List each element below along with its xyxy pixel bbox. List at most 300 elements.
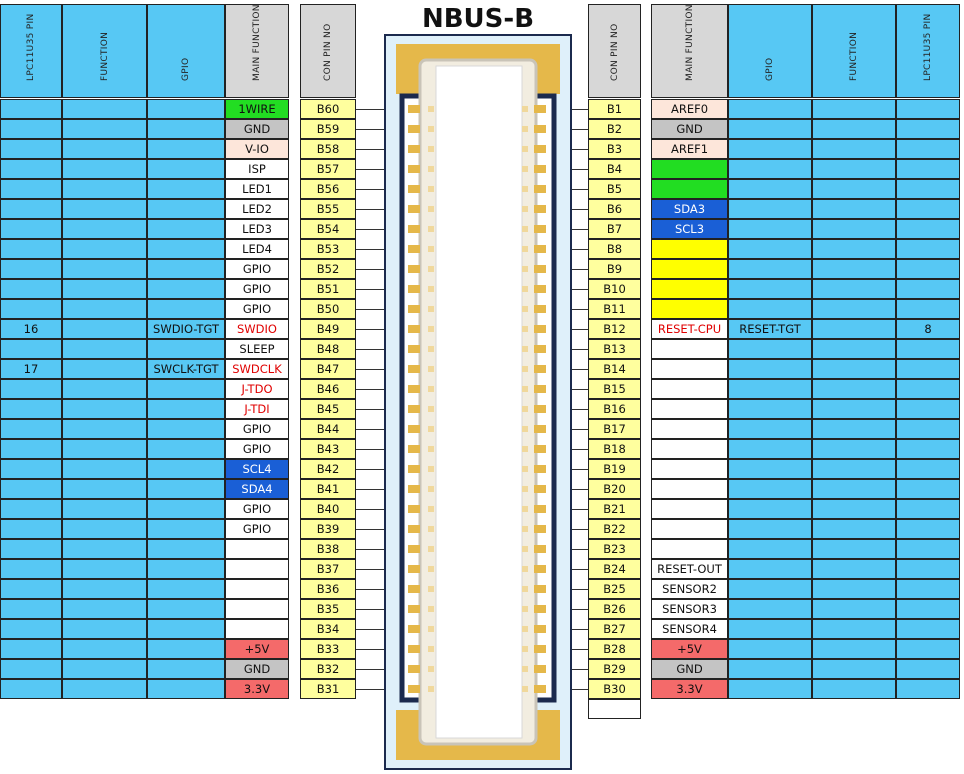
- contact-finger-right: [522, 466, 528, 472]
- left-lpc-cell: [0, 639, 62, 659]
- left-main-function: GPIO: [225, 519, 289, 539]
- left-main-function: J-TDI: [225, 399, 289, 419]
- contact-finger-right: [522, 106, 528, 112]
- right-lpc-cell: [896, 179, 960, 199]
- right-lpc-cell: [896, 119, 960, 139]
- right-main-function: [651, 459, 728, 479]
- left-lpc-cell: [0, 539, 62, 559]
- contact-pad-left: [408, 665, 420, 673]
- right-lpc-cell: [896, 159, 960, 179]
- contact-pad-right: [534, 105, 546, 113]
- left-header-label: GPIO: [181, 57, 191, 81]
- left-header-main: [225, 4, 289, 98]
- left-header-pin: [300, 4, 356, 98]
- right-main-function: [651, 379, 728, 399]
- left-header-gpio: [147, 4, 225, 98]
- left-pin-number: B59: [300, 119, 356, 139]
- left-gpio-cell: [147, 679, 225, 699]
- connector-title: NBUS-B: [421, 4, 535, 34]
- right-gpio-cell: [728, 679, 812, 699]
- right-main-function: [651, 479, 728, 499]
- right-lpc-cell: [896, 399, 960, 419]
- left-main-function: GPIO: [225, 499, 289, 519]
- right-func-cell: [812, 399, 896, 419]
- right-func-cell: [812, 159, 896, 179]
- right-func-cell: [812, 439, 896, 459]
- contact-finger-left: [428, 446, 434, 452]
- contact-finger-left: [428, 406, 434, 412]
- right-func-cell: [812, 299, 896, 319]
- right-lpc-cell: [896, 299, 960, 319]
- left-pin-number: B54: [300, 219, 356, 239]
- left-func-cell: [62, 339, 147, 359]
- left-lpc-cell: [0, 679, 62, 699]
- left-lpc-cell: [0, 199, 62, 219]
- contact-finger-right: [522, 246, 528, 252]
- right-pin-number: B21: [588, 499, 641, 519]
- right-func-cell: [812, 319, 896, 339]
- contact-pad-right: [534, 145, 546, 153]
- contact-finger-right: [522, 686, 528, 692]
- right-main-function: GND: [651, 659, 728, 679]
- right-lpc-cell: 8: [896, 319, 960, 339]
- right-func-cell: [812, 519, 896, 539]
- left-main-function: LED2: [225, 199, 289, 219]
- right-header-func: [812, 4, 896, 98]
- contact-pad-left: [408, 685, 420, 693]
- left-main-function: +5V: [225, 639, 289, 659]
- right-gpio-cell: [728, 459, 812, 479]
- right-gpio-cell: [728, 119, 812, 139]
- right-main-function: [651, 499, 728, 519]
- right-main-function: SENSOR4: [651, 619, 728, 639]
- right-lpc-cell: [896, 579, 960, 599]
- contact-pad-right: [534, 605, 546, 613]
- right-main-function: AREF0: [651, 99, 728, 119]
- left-main-function: GND: [225, 659, 289, 679]
- contact-pad-right: [534, 425, 546, 433]
- right-pin-number: B26: [588, 599, 641, 619]
- right-func-cell: [812, 579, 896, 599]
- contact-finger-left: [428, 166, 434, 172]
- right-func-cell: [812, 679, 896, 699]
- left-func-cell: [62, 639, 147, 659]
- contact-pad-left: [408, 345, 420, 353]
- contact-finger-left: [428, 546, 434, 552]
- left-gpio-cell: [147, 199, 225, 219]
- contact-finger-right: [522, 266, 528, 272]
- left-func-cell: [62, 259, 147, 279]
- left-gpio-cell: [147, 519, 225, 539]
- left-lpc-cell: [0, 279, 62, 299]
- right-pin-extra-cell: [588, 699, 641, 719]
- contact-finger-right: [522, 626, 528, 632]
- contact-pad-right: [534, 305, 546, 313]
- left-func-cell: [62, 179, 147, 199]
- left-pin-number: B38: [300, 539, 356, 559]
- contact-finger-left: [428, 646, 434, 652]
- right-gpio-cell: [728, 519, 812, 539]
- left-pin-number: B51: [300, 279, 356, 299]
- contact-pad-right: [534, 225, 546, 233]
- contact-pad-left: [408, 405, 420, 413]
- right-pin-number: B30: [588, 679, 641, 699]
- left-pin-number: B55: [300, 199, 356, 219]
- left-lpc-cell: [0, 119, 62, 139]
- right-pin-number: B23: [588, 539, 641, 559]
- left-lpc-cell: [0, 139, 62, 159]
- right-pin-number: B5: [588, 179, 641, 199]
- contact-finger-right: [522, 586, 528, 592]
- right-main-function: [651, 419, 728, 439]
- left-main-function: 3.3V: [225, 679, 289, 699]
- left-pin-number: B46: [300, 379, 356, 399]
- right-lpc-cell: [896, 479, 960, 499]
- right-func-cell: [812, 119, 896, 139]
- left-pin-number: B34: [300, 619, 356, 639]
- left-gpio-cell: [147, 99, 225, 119]
- contact-finger-left: [428, 366, 434, 372]
- contact-pad-left: [408, 485, 420, 493]
- right-pin-number: B14: [588, 359, 641, 379]
- left-gpio-cell: [147, 619, 225, 639]
- left-pin-number: B44: [300, 419, 356, 439]
- left-pin-number: B48: [300, 339, 356, 359]
- left-lpc-cell: [0, 259, 62, 279]
- left-main-function: LED4: [225, 239, 289, 259]
- right-header-label: CON PIN NO: [609, 23, 620, 81]
- right-gpio-cell: [728, 399, 812, 419]
- contact-pad-left: [408, 585, 420, 593]
- left-func-cell: [62, 199, 147, 219]
- contact-finger-left: [428, 626, 434, 632]
- contact-finger-right: [522, 326, 528, 332]
- right-func-cell: [812, 279, 896, 299]
- right-gpio-cell: [728, 99, 812, 119]
- left-lpc-cell: [0, 599, 62, 619]
- right-func-cell: [812, 539, 896, 559]
- contact-pad-left: [408, 525, 420, 533]
- contact-pad-right: [534, 465, 546, 473]
- right-main-function: SCL3: [651, 219, 728, 239]
- right-pin-number: B15: [588, 379, 641, 399]
- contact-finger-left: [428, 226, 434, 232]
- left-lpc-cell: [0, 219, 62, 239]
- contact-pad-right: [534, 525, 546, 533]
- right-lpc-cell: [896, 679, 960, 699]
- contact-pad-right: [534, 585, 546, 593]
- left-pin-number: B50: [300, 299, 356, 319]
- right-gpio-cell: [728, 239, 812, 259]
- contact-pad-left: [408, 285, 420, 293]
- right-header-lpc: [896, 4, 960, 98]
- right-main-function: [651, 239, 728, 259]
- right-gpio-cell: [728, 339, 812, 359]
- left-lpc-cell: [0, 499, 62, 519]
- right-header-main: [651, 4, 728, 98]
- right-main-function: [651, 299, 728, 319]
- left-pin-number: B49: [300, 319, 356, 339]
- left-header-label: CON PIN NO: [323, 23, 333, 81]
- left-func-cell: [62, 539, 147, 559]
- left-func-cell: [62, 659, 147, 679]
- left-header-func: [62, 4, 147, 98]
- contact-finger-left: [428, 126, 434, 132]
- left-main-function: [225, 599, 289, 619]
- left-func-cell: [62, 139, 147, 159]
- left-gpio-cell: [147, 479, 225, 499]
- left-gpio-cell: [147, 299, 225, 319]
- contact-finger-left: [428, 346, 434, 352]
- left-main-function: GPIO: [225, 279, 289, 299]
- right-lpc-cell: [896, 339, 960, 359]
- right-pin-number: B2: [588, 119, 641, 139]
- right-main-function: [651, 159, 728, 179]
- connector-slot: [436, 66, 522, 738]
- left-lpc-cell: [0, 339, 62, 359]
- right-lpc-cell: [896, 559, 960, 579]
- right-main-function: [651, 259, 728, 279]
- right-main-function: [651, 439, 728, 459]
- left-lpc-cell: 17: [0, 359, 62, 379]
- right-lpc-cell: [896, 239, 960, 259]
- left-pin-number: B58: [300, 139, 356, 159]
- contact-pad-left: [408, 245, 420, 253]
- right-func-cell: [812, 179, 896, 199]
- left-main-function: 1WIRE: [225, 99, 289, 119]
- contact-pad-right: [534, 545, 546, 553]
- left-func-cell: [62, 599, 147, 619]
- left-main-function: SWDCLK: [225, 359, 289, 379]
- left-gpio-cell: [147, 659, 225, 679]
- right-lpc-cell: [896, 279, 960, 299]
- right-gpio-cell: [728, 559, 812, 579]
- right-lpc-cell: [896, 359, 960, 379]
- left-gpio-cell: [147, 219, 225, 239]
- left-gpio-cell: [147, 459, 225, 479]
- left-gpio-cell: [147, 119, 225, 139]
- contact-finger-left: [428, 106, 434, 112]
- right-header-label: LPC11U35 PIN: [923, 13, 933, 81]
- right-lpc-cell: [896, 259, 960, 279]
- right-header-label: FUNCTION: [849, 31, 859, 81]
- right-main-function: SENSOR3: [651, 599, 728, 619]
- right-gpio-cell: [728, 359, 812, 379]
- contact-pad-right: [534, 645, 546, 653]
- right-gpio-cell: [728, 259, 812, 279]
- left-main-function: ISP: [225, 159, 289, 179]
- contact-finger-left: [428, 566, 434, 572]
- right-func-cell: [812, 259, 896, 279]
- left-pin-number: B40: [300, 499, 356, 519]
- contact-pad-right: [534, 265, 546, 273]
- right-pin-number: B22: [588, 519, 641, 539]
- left-gpio-cell: [147, 179, 225, 199]
- right-pin-number: B10: [588, 279, 641, 299]
- right-pin-number: B17: [588, 419, 641, 439]
- right-func-cell: [812, 359, 896, 379]
- right-func-cell: [812, 199, 896, 219]
- contact-pad-right: [534, 285, 546, 293]
- contact-finger-right: [522, 366, 528, 372]
- right-pin-number: B6: [588, 199, 641, 219]
- left-func-cell: [62, 219, 147, 239]
- right-main-function: RESET-OUT: [651, 559, 728, 579]
- contact-pad-left: [408, 325, 420, 333]
- right-pin-number: B12: [588, 319, 641, 339]
- contact-pad-left: [408, 225, 420, 233]
- left-main-function: SLEEP: [225, 339, 289, 359]
- right-pin-number: B19: [588, 459, 641, 479]
- contact-finger-right: [522, 646, 528, 652]
- contact-pad-right: [534, 385, 546, 393]
- right-func-cell: [812, 479, 896, 499]
- contact-pad-right: [534, 485, 546, 493]
- contact-pad-left: [408, 565, 420, 573]
- left-gpio-cell: SWDIO-TGT: [147, 319, 225, 339]
- right-func-cell: [812, 239, 896, 259]
- left-main-function: SDA4: [225, 479, 289, 499]
- right-gpio-cell: [728, 659, 812, 679]
- right-func-cell: [812, 139, 896, 159]
- left-main-function: GND: [225, 119, 289, 139]
- right-gpio-cell: [728, 299, 812, 319]
- left-main-function: LED3: [225, 219, 289, 239]
- left-pin-number: B35: [300, 599, 356, 619]
- contact-pad-right: [534, 445, 546, 453]
- left-lpc-cell: [0, 379, 62, 399]
- right-main-function: [651, 339, 728, 359]
- left-pin-number: B41: [300, 479, 356, 499]
- left-lpc-cell: [0, 479, 62, 499]
- contact-pad-right: [534, 345, 546, 353]
- left-func-cell: [62, 519, 147, 539]
- contact-finger-left: [428, 426, 434, 432]
- left-pin-number: B37: [300, 559, 356, 579]
- contact-pad-left: [408, 265, 420, 273]
- contact-finger-right: [522, 506, 528, 512]
- left-pin-number: B53: [300, 239, 356, 259]
- contact-finger-left: [428, 306, 434, 312]
- contact-pad-left: [408, 385, 420, 393]
- left-func-cell: [62, 479, 147, 499]
- right-pin-number: B13: [588, 339, 641, 359]
- contact-finger-right: [522, 226, 528, 232]
- contact-pad-left: [408, 165, 420, 173]
- right-main-function: [651, 279, 728, 299]
- left-lpc-cell: [0, 579, 62, 599]
- right-gpio-cell: [728, 599, 812, 619]
- contact-finger-right: [522, 146, 528, 152]
- contact-finger-right: [522, 486, 528, 492]
- right-gpio-cell: [728, 379, 812, 399]
- contact-finger-right: [522, 306, 528, 312]
- contact-finger-right: [522, 446, 528, 452]
- left-gpio-cell: [147, 159, 225, 179]
- left-func-cell: [62, 299, 147, 319]
- contact-finger-right: [522, 526, 528, 532]
- left-lpc-cell: [0, 299, 62, 319]
- left-func-cell: [62, 419, 147, 439]
- left-lpc-cell: [0, 419, 62, 439]
- right-pin-number: B29: [588, 659, 641, 679]
- right-pin-number: B28: [588, 639, 641, 659]
- left-main-function: V-IO: [225, 139, 289, 159]
- left-func-cell: [62, 279, 147, 299]
- left-lpc-cell: [0, 559, 62, 579]
- right-main-function: [651, 359, 728, 379]
- left-gpio-cell: [147, 399, 225, 419]
- right-pin-number: B3: [588, 139, 641, 159]
- contact-pad-left: [408, 605, 420, 613]
- contact-finger-left: [428, 666, 434, 672]
- contact-finger-left: [428, 286, 434, 292]
- left-pin-number: B31: [300, 679, 356, 699]
- right-pin-number: B24: [588, 559, 641, 579]
- left-gpio-cell: [147, 379, 225, 399]
- left-func-cell: [62, 99, 147, 119]
- left-gpio-cell: [147, 539, 225, 559]
- contact-pad-right: [534, 125, 546, 133]
- contact-finger-right: [522, 546, 528, 552]
- right-gpio-cell: [728, 479, 812, 499]
- left-func-cell: [62, 459, 147, 479]
- contact-pad-left: [408, 645, 420, 653]
- right-pin-number: B8: [588, 239, 641, 259]
- left-gpio-cell: [147, 239, 225, 259]
- contact-finger-left: [428, 506, 434, 512]
- left-func-cell: [62, 399, 147, 419]
- left-lpc-cell: [0, 439, 62, 459]
- right-pin-number: B27: [588, 619, 641, 639]
- right-lpc-cell: [896, 659, 960, 679]
- left-gpio-cell: [147, 439, 225, 459]
- left-pin-number: B47: [300, 359, 356, 379]
- right-gpio-cell: [728, 579, 812, 599]
- contact-pad-left: [408, 465, 420, 473]
- contact-finger-left: [428, 386, 434, 392]
- contact-pad-left: [408, 105, 420, 113]
- left-lpc-cell: [0, 179, 62, 199]
- right-header-gpio: [728, 4, 812, 98]
- contact-finger-left: [428, 586, 434, 592]
- right-func-cell: [812, 459, 896, 479]
- right-gpio-cell: [728, 499, 812, 519]
- contact-finger-right: [522, 346, 528, 352]
- contact-pad-left: [408, 625, 420, 633]
- left-gpio-cell: [147, 579, 225, 599]
- contact-finger-right: [522, 666, 528, 672]
- left-pin-number: B45: [300, 399, 356, 419]
- left-lpc-cell: [0, 659, 62, 679]
- left-pin-number: B36: [300, 579, 356, 599]
- left-lpc-cell: [0, 399, 62, 419]
- right-main-function: [651, 539, 728, 559]
- left-gpio-cell: [147, 419, 225, 439]
- left-lpc-cell: [0, 239, 62, 259]
- left-main-function: [225, 619, 289, 639]
- contact-finger-right: [522, 126, 528, 132]
- contact-finger-left: [428, 186, 434, 192]
- right-lpc-cell: [896, 499, 960, 519]
- right-pin-number: B4: [588, 159, 641, 179]
- right-gpio-cell: RESET-TGT: [728, 319, 812, 339]
- contact-pad-right: [534, 505, 546, 513]
- right-func-cell: [812, 219, 896, 239]
- contact-finger-right: [522, 406, 528, 412]
- contact-finger-right: [522, 606, 528, 612]
- left-lpc-cell: [0, 619, 62, 639]
